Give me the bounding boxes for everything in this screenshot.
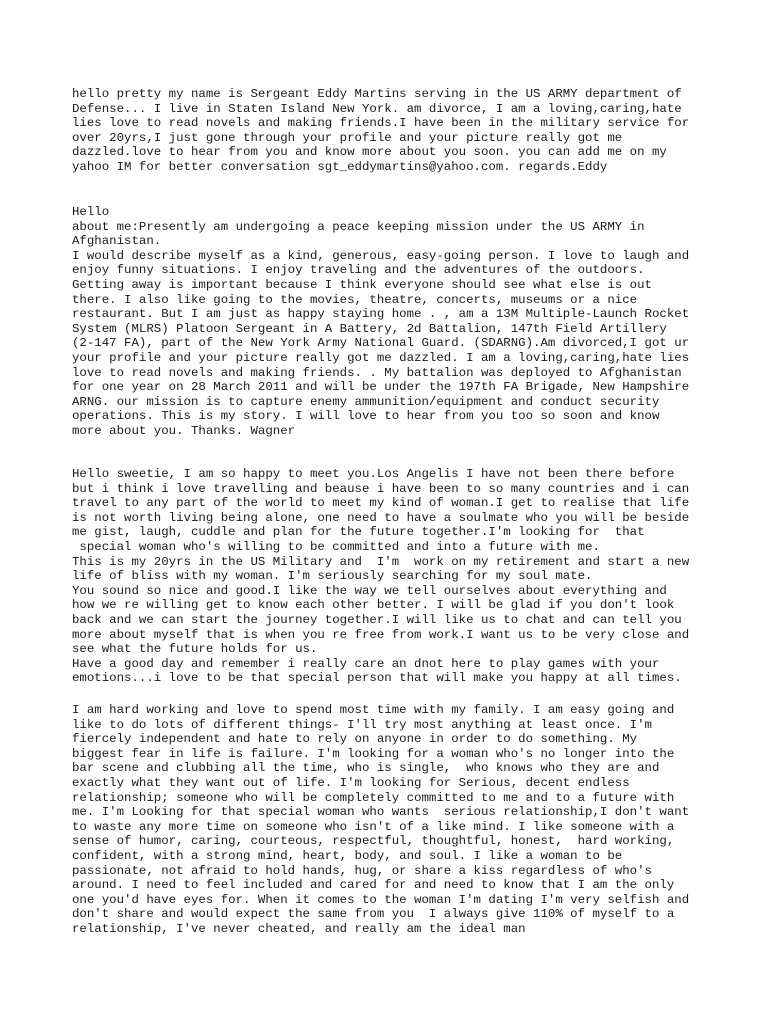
text-line: Hello: [72, 205, 110, 219]
text-line: exactly what they want out of life. I'm looking for Serious, decent endless: [72, 775, 630, 790]
text-line: back and we can start the journey together.I will like us to chat and can tell you: [72, 612, 682, 627]
message-block-sweetie: [72, 467, 732, 686]
text-line: Afghanistan.: [72, 234, 162, 249]
text-line: relationship, I've never cheated, and really am the ideal man: [72, 921, 526, 936]
text-line: more about you. Thanks. Wagner: [72, 423, 296, 438]
text-line: This is my 20yrs in the US Military and I'm work on my retirement and start a new: [72, 554, 690, 569]
text-line: confident, with a strong mind, heart, body, and soul. I like a woman to be: [72, 848, 623, 863]
text-line: sense of humor, caring, courteous, respectful, thoughtful, honest, hard working,: [72, 834, 675, 849]
message-block-wagner: [72, 205, 732, 439]
text-line: I am hard working and love to spend most time with my family. I am easy going and: [72, 703, 675, 717]
text-line: special woman who's willing to be committed and into a future with me.: [72, 539, 600, 554]
text-line: Have a good day and remember i really care an dnot here to play games with your: [72, 656, 660, 671]
text-line: System (MLRS) Platoon Sergeant in A Battery, 2d Battalion, 147th Field Artillery: [72, 321, 667, 336]
text-line: lies love to read novels and making friends.I have been in the military service for: [72, 116, 690, 131]
text-line: see what the future holds for us.: [72, 642, 318, 657]
text-line: emotions...i love to be that special person that will make you happy at all times.: [72, 671, 682, 686]
text-line: to waste any more time on someone who isn't of a like mind. I like someone with a: [72, 819, 675, 834]
text-line: You sound so nice and good.I like the way we tell ourselves about everything and: [72, 583, 667, 598]
text-line: Getting away is important because I think everyone should see what else is out: [72, 277, 652, 292]
text-line: ARNG. our mission is to capture enemy ammunition/equipment and conduct security: [72, 394, 660, 409]
text-line: your profile and your picture really got me dazzled. I am a loving,caring,hate lies: [72, 350, 690, 365]
message-block-eddy: [72, 87, 732, 175]
text-line: is not worth living being alone, one need to have a soulmate who you will be beside: [72, 510, 690, 525]
text-line: for one year on 28 March 2011 and will be under the 197th FA Brigade, New Hampshire: [72, 380, 690, 395]
text-line: more about myself that is when you re free from work.I want us to be very close and: [72, 627, 690, 642]
text-line: over 20yrs,I just gone through your profile and your picture really got me: [72, 130, 623, 145]
text-line: me. I'm Looking for that special woman who wants serious relationship,I don't want: [72, 805, 690, 820]
text-line: one you'd have eyes for. When it comes to the woman I'm dating I'm very selfish and: [72, 892, 690, 907]
text-line: life of bliss with my woman. I'm seriously searching for my soul mate.: [72, 569, 593, 584]
text-line: (2-147 FA), part of the New York Army National Guard. (SDARNG).Am divorced,I got ur: [72, 336, 690, 351]
text-line: enjoy funny situations. I enjoy traveling and the adventures of the outdoors.: [72, 263, 645, 278]
text-line: operations. This is my story. I will love to hear from you too so soon and know: [72, 409, 660, 424]
text-line: yahoo IM for better conversation sgt_eddymartins@yahoo.com. regards.Eddy: [72, 159, 608, 174]
text-line: about me:Presently am undergoing a peace keeping mission under the US ARMY in: [72, 219, 645, 234]
text-line: there. I also like going to the movies, theatre, concerts, museums or a nice: [72, 292, 638, 307]
text-line: like to do lots of different things- I'll try most anything at least once. I'm: [72, 717, 652, 732]
text-line: fiercely independent and hate to rely on anyone in order to do something. My: [72, 732, 638, 747]
text-line: me gist, laugh, cuddle and plan for the future together.I'm looking for that: [72, 525, 645, 540]
text-line: don't share and would expect the same from you I always give 110% of myself to a: [72, 907, 675, 922]
message-block-about-self: [72, 703, 732, 937]
text-line: relationship; someone who will be completely committed to me and to a future with: [72, 790, 675, 805]
text-line: how we re willing get to know each other better. I will be glad if you don't look: [72, 598, 675, 613]
text-line: dazzled.love to hear from you and know more about you soon. you can add me on my: [72, 145, 667, 160]
text-line: biggest fear in life is failure. I'm looking for a woman who's no longer into the: [72, 746, 675, 761]
text-line: bar scene and clubbing all the time, who is single, who knows who they are and: [72, 761, 660, 776]
text-line: restaurant. But I am just as happy staying home . , am a 13M Multiple-Launch Rocket: [72, 307, 690, 322]
text-line: travel to any part of the world to meet my kind of woman.I get to realise that life: [72, 496, 690, 511]
text-line: I would describe myself as a kind, generous, easy-going person. I love to laugh and: [72, 248, 690, 263]
text-line: love to read novels and making friends. . My battalion was deployed to Afghanistan: [72, 365, 682, 380]
text-line: Hello sweetie, I am so happy to meet you.Los Angelis I have not been there before: [72, 467, 675, 481]
text-line: around. I need to feel included and cared for and need to know that I am the only: [72, 878, 675, 893]
text-line: hello pretty my name is Sergeant Eddy Martins serving in the US ARMY department of: [72, 87, 682, 101]
text-line: but i think i love travelling and beause i have been to so many countries and i can: [72, 481, 690, 496]
text-line: passionate, not afraid to hold hands, hug, or share a kiss regardless of who's: [72, 863, 652, 878]
text-line: Defense... I live in Staten Island New York. am divorce, I am a loving,caring,hate: [72, 101, 682, 116]
